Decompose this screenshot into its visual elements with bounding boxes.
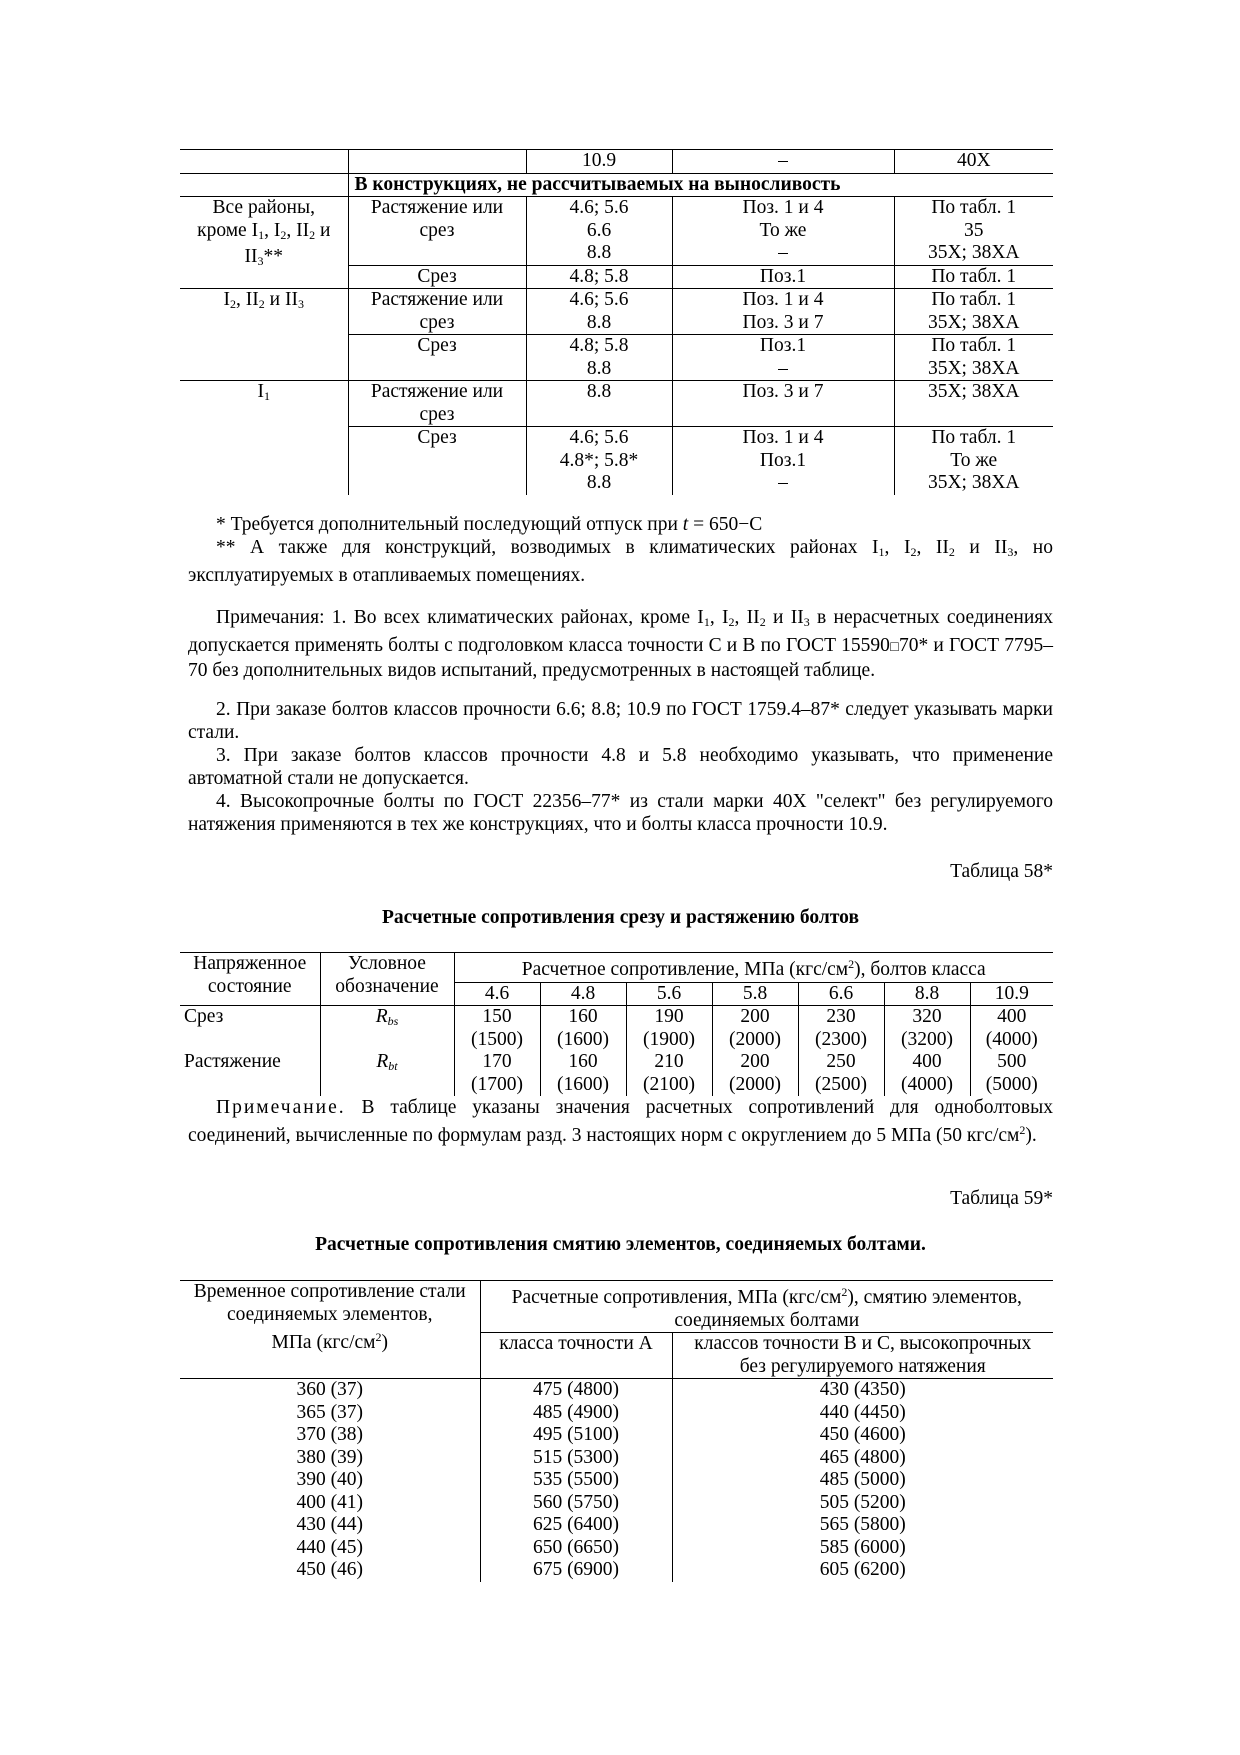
footnote-star: * Требуется дополнительный последующий отпуск при t = 650−С: [216, 514, 763, 535]
table-cell: Поз. 1 и 4 То же –: [672, 197, 894, 266]
table-cell: По табл. 1 35Х; 38ХА: [894, 335, 1053, 381]
table-cell: Растяжение или срез: [348, 381, 526, 427]
table-cell: Срез: [348, 427, 526, 495]
section-title: В конструкциях, не рассчитываемых на выносливость: [348, 173, 1053, 197]
table-58-label: Таблица 58*: [950, 861, 1053, 882]
header-class: 5.6: [626, 982, 712, 1006]
header-class: 8.8: [884, 982, 970, 1006]
table-cell: Растяжение или срез: [348, 197, 526, 266]
table-row: [180, 150, 1053, 174]
header-symbol: Условное обозначение: [320, 953, 454, 1006]
table-58-note: Примечание. В таблице указаны значения расчетных сопротивлений для одноболтовых соединений, вычисленные по формулам разд. 3 настоящих норм с округлением до 5 МПа (50 кгс/$см^2$).: [188, 1097, 1053, 1146]
header-span: Расчетные сопротивления, МПа $(кгс/см^2)$, смятию элементов, соединяемых болтами: [480, 1281, 1053, 1333]
table-cell: 4.8; 5.8 8.8: [526, 335, 672, 381]
table-cell: 200 (2000): [712, 1006, 798, 1052]
table-cell: 500 (5000): [970, 1051, 1053, 1096]
table-59-title: Расчетные сопротивления смятию элементов, соединяемых болтами.: [315, 1234, 926, 1255]
table-cell: Поз. 3 и 7: [672, 381, 894, 427]
table-row: [180, 1006, 1053, 1052]
table-cell: 10.9: [526, 150, 672, 174]
table-cell: 4.6; 5.6 8.8: [526, 289, 672, 335]
header-class-bc: классов точности В и С, высокопрочных без регулируемого натяжения: [672, 1333, 1053, 1379]
table-cell: [180, 173, 348, 197]
table-cell: 210 (2100): [626, 1051, 712, 1096]
table-cell: 160 (1600): [540, 1006, 626, 1052]
table-58: [180, 952, 1053, 1096]
table-header-row: [180, 1281, 1053, 1333]
table-cell: 320 (3200): [884, 1006, 970, 1052]
steel-column: 360 (37) 365 (37) 370 (38) 380 (39) 390 (40) 400 (41) 430 (44) 440 (45) 450 (46): [296, 1379, 364, 1580]
table-58-title: Расчетные сопротивления срезу и растяжению болтов: [382, 907, 859, 928]
symbol-cell: $R_{bt}$: [320, 1051, 454, 1096]
symbol-cell: $R_{bs}$: [320, 1006, 454, 1052]
table-cell: [180, 150, 348, 174]
table-cell: 200 (2000): [712, 1051, 798, 1096]
table-cell: 4.6; 5.6 4.8*; 5.8* 8.8: [526, 427, 672, 495]
table-cell: По табл. 1 То же 35Х; 38ХА: [894, 427, 1053, 495]
header-class: 10.9: [970, 982, 1053, 1006]
header-class: 6.6: [798, 982, 884, 1006]
table-cell: По табл. 1 35 35Х; 38ХА: [894, 197, 1053, 266]
table-cell: 190 (1900): [626, 1006, 712, 1052]
note-1: Примечания: 1. Во всех климатических районах, кроме $I_1$, $I_2$, $II_2$ и $II_3$ в нерасчетных соединениях допускается применять болты с подголовком класса точности С и В по ГОСТ 15590□70* и ГОСТ 7795–70 без дополнительных видов испытаний, предусмотренных в настоящей таблице.: [188, 607, 1053, 681]
class-a-column: 475 (4800) 485 (4900) 495 (5100) 515 (5300) 535 (5500) 560 (5750) 625 (6400) 650 (6650) 675 (6900): [480, 1379, 672, 1582]
header-class: 4.6: [454, 982, 540, 1006]
table-59-label: Таблица 59*: [950, 1188, 1053, 1209]
header-class: 4.8: [540, 982, 626, 1006]
table-cell: Срез: [348, 265, 526, 289]
table-cell: –: [672, 150, 894, 174]
table-cell: 35Х; 38ХА: [894, 381, 1053, 427]
table-cell: 400 (4000): [970, 1006, 1053, 1052]
table-cell: По табл. 1 35Х; 38ХА: [894, 289, 1053, 335]
table-cell: Поз. 1 и 4 Поз. 3 и 7: [672, 289, 894, 335]
table-cell: 4.8; 5.8: [526, 265, 672, 289]
note-2: 2. При заказе болтов классов прочности 6.6; 8.8; 10.9 по ГОСТ 1759.4–87* следует указывать марки стали.: [188, 699, 1053, 743]
state-cell: Растяжение: [184, 1051, 281, 1072]
table-cell: 170 (1700): [454, 1051, 540, 1096]
region-cell: $I_2$, $II_2$ и $II_3$: [180, 289, 348, 381]
table-cell: 4.6; 5.6 6.6 8.8: [526, 197, 672, 266]
header-class: 5.8: [712, 982, 798, 1006]
header-span: Расчетное сопротивление, МПа $(кгс/см^2)$, болтов класса: [454, 953, 1053, 983]
header-class-a: класса точности А: [480, 1333, 672, 1379]
region-cell: $I_1$: [180, 381, 348, 495]
table-cell: 230 (2300): [798, 1006, 884, 1052]
table-header-row: [180, 953, 1053, 983]
table-cell: Растяжение или срез: [348, 289, 526, 335]
table-row: [180, 381, 1053, 427]
region-cell: Все районы, кроме $I_1$, $I_2$, $II_2$ и $II_3**$: [197, 197, 331, 268]
note-3: 3. При заказе болтов классов прочности 4.8 и 5.8 необходимо указывать, что применение автоматной стали не допускается.: [188, 745, 1053, 789]
state-cell: Срез: [184, 1006, 224, 1027]
table-section-header: [180, 173, 1053, 197]
table-59: [180, 1280, 1053, 1582]
table-cell: 8.8: [526, 381, 672, 427]
table-row: [180, 197, 1053, 266]
table-cell: 150 (1500): [454, 1006, 540, 1052]
bolt-steel-table: [180, 149, 1053, 495]
note-4: 4. Высокопрочные болты по ГОСТ 22356–77* из стали марки 40Х "селект" без регулируемого натяжения применяются в тех же конструкциях, что и болты класса прочности 10.9.: [188, 791, 1053, 835]
table-cell: [348, 150, 526, 174]
table-cell: 400 (4000): [884, 1051, 970, 1096]
table-cell: Срез: [348, 335, 526, 381]
table-row: [180, 1051, 1053, 1096]
class-bc-column: 430 (4350) 440 (4450) 450 (4600) 465 (4800) 485 (5000) 505 (5200) 565 (5800) 585 (6000) 605 (6200): [672, 1379, 1053, 1582]
table-cell: 250 (2500): [798, 1051, 884, 1096]
table-cell: 40Х: [894, 150, 1053, 174]
footnote-double-star: ** А также для конструкций, возводимых в климатических районах $I_1$, $I_2$, $II_2$ и $II_3$, но эксплуатируемых в отапливаемых помещениях.: [188, 537, 1053, 586]
table-row: [180, 1379, 1053, 1582]
table-row: [180, 289, 1053, 335]
table-cell: 160 (1600): [540, 1051, 626, 1096]
header-steel: Временное сопротивление стали соединяемых элементов, МПа $(кгс/см^2)$: [180, 1281, 480, 1379]
table-cell: Поз.1 –: [672, 335, 894, 381]
table-cell: Поз. 1 и 4 Поз.1 –: [672, 427, 894, 495]
header-state: Напряженное состояние: [180, 953, 320, 1006]
table-cell: По табл. 1: [894, 265, 1053, 289]
table-cell: Поз.1: [672, 265, 894, 289]
